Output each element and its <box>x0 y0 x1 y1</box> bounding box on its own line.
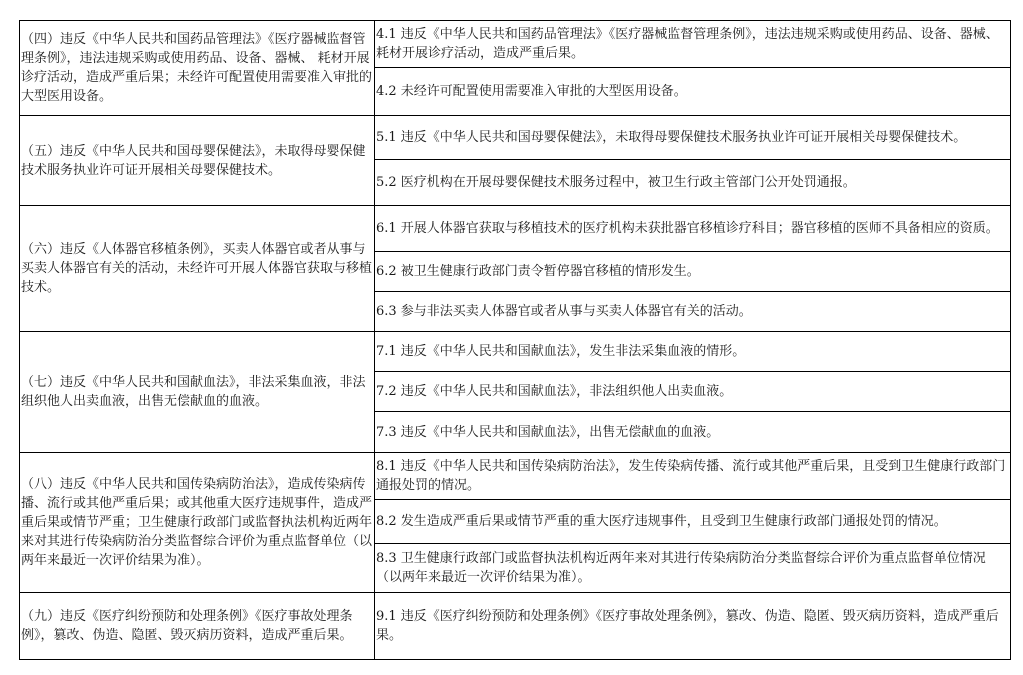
item-cell: 6.3 参与非法买卖人体器官或者从事与买卖人体器官有关的活动。 <box>375 292 1011 332</box>
category-cell: （四）违反《中华人民共和国药品管理法》《医疗器械监督管理条例》，违法违规采购或使用药品、设备、器械、 耗材开展诊疗活动，造成严重后果；未经许可配置使用需要准入审批的大型医用设备。 <box>20 21 375 116</box>
item-cell: 5.1 违反《中华人民共和国母婴保健法》，未取得母婴保健技术服务执业许可证开展相关母婴保健技术。 <box>375 116 1011 160</box>
violation-rules-body <box>20 21 1011 660</box>
category-cell: （九）违反《医疗纠纷预防和处理条例》《医疗事故处理条例》，篡改、伪造、隐匿、毁灭病历资料，造成严重后果。 <box>20 593 375 660</box>
category-cell: （八）违反《中华人民共和国传染病防治法》，造成传染病传播、流行或其他严重后果；或其他重大医疗违规事件，造成严重后果或情节严重；卫生健康行政部门或监督执法机构近两年来对其进行传染病防治分类监督综合评价为重点监督单位（以两年来最近一次评价结果为准）。 <box>20 453 375 593</box>
category-cell: （五）违反《中华人民共和国母婴保健法》，未取得母婴保健技术服务执业许可证开展相关母婴保健技术。 <box>20 116 375 206</box>
violation-rules-table <box>19 20 1011 660</box>
table-row <box>20 332 1011 372</box>
item-cell: 7.1 违反《中华人民共和国献血法》，发生非法采集血液的情形。 <box>375 332 1011 372</box>
table-row <box>20 21 1011 68</box>
table-row <box>20 453 1011 500</box>
item-cell: 7.2 违反《中华人民共和国献血法》，非法组织他人出卖血液。 <box>375 372 1011 412</box>
item-cell: 4.1 违反《中华人民共和国药品管理法》《医疗器械监督管理条例》，违法违规采购或使用药品、设备、器械、 耗材开展诊疗活动，造成严重后果。 <box>375 21 1011 68</box>
item-cell: 8.1 违反《中华人民共和国传染病防治法》，发生传染病传播、流行或其他严重后果，且受到卫生健康行政部门通报处罚的情况。 <box>375 453 1011 500</box>
item-cell: 8.3 卫生健康行政部门或监督执法机构近两年来对其进行传染病防治分类监督综合评价为重点监督单位情况（以两年来最近一次评价结果为准）。 <box>375 544 1011 593</box>
item-cell: 8.2 发生造成严重后果或情节严重的重大医疗违规事件，且受到卫生健康行政部门通报处罚的情况。 <box>375 500 1011 544</box>
item-cell: 6.2 被卫生健康行政部门责令暂停器官移植的情形发生。 <box>375 252 1011 292</box>
category-cell: （七）违反《中华人民共和国献血法》，非法采集血液，非法组织他人出卖血液，出售无偿献血的血液。 <box>20 332 375 453</box>
item-cell: 5.2 医疗机构在开展母婴保健技术服务过程中，被卫生行政主管部门公开处罚通报。 <box>375 160 1011 206</box>
table-row <box>20 116 1011 160</box>
table-row <box>20 206 1011 252</box>
table-row <box>20 593 1011 660</box>
item-cell: 4.2 未经许可配置使用需要准入审批的大型医用设备。 <box>375 68 1011 116</box>
item-cell: 9.1 违反《医疗纠纷预防和处理条例》《医疗事故处理条例》，篡改、伪造、隐匿、毁灭病历资料，造成严重后果。 <box>375 593 1011 660</box>
item-cell: 6.1 开展人体器官获取与移植技术的医疗机构未获批器官移植诊疗科目；器官移植的医师不具备相应的资质。 <box>375 206 1011 252</box>
category-cell: （六）违反《人体器官移植条例》，买卖人体器官或者从事与买卖人体器官有关的活动，未经许可开展人体器官获取与移植技术。 <box>20 206 375 332</box>
item-cell: 7.3 违反《中华人民共和国献血法》，出售无偿献血的血液。 <box>375 412 1011 453</box>
